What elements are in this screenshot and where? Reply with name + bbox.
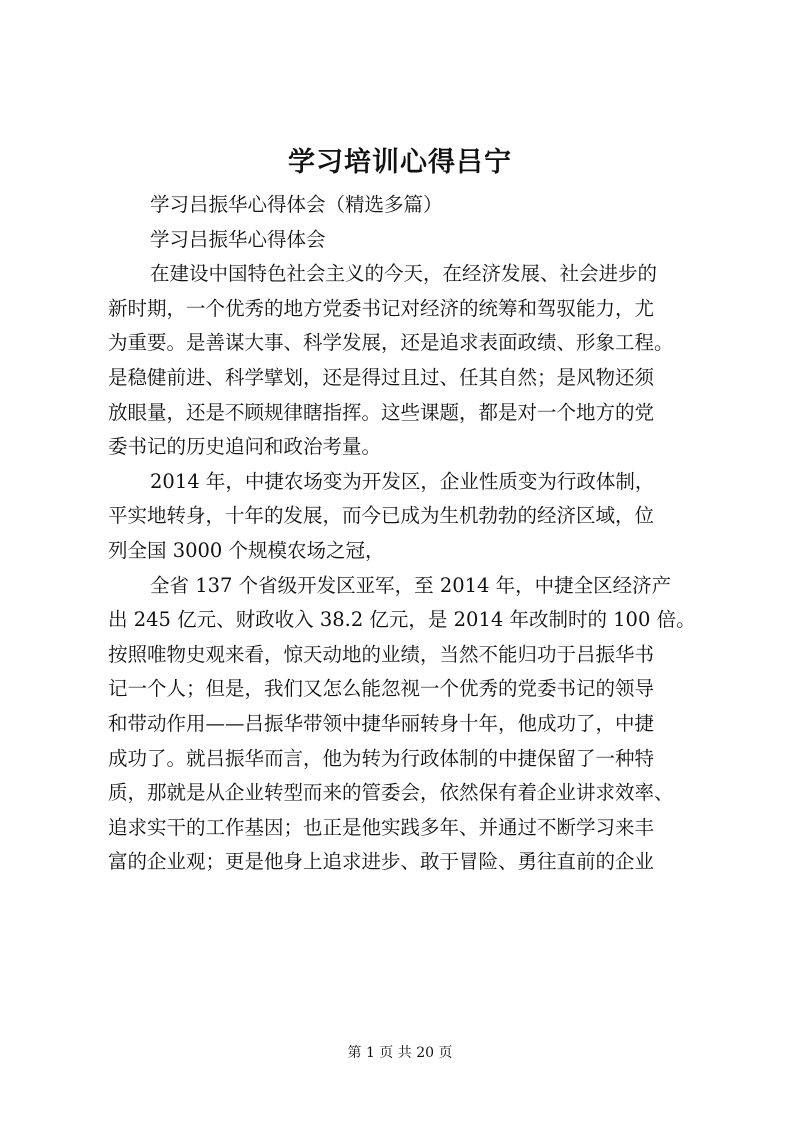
paragraph-line: 记一个人；但是，我们又怎么能忽视一个优秀的党委书记的领导 xyxy=(108,677,655,701)
paragraph-line: 和带动作用——吕振华带领中捷华丽转身十年，他成功了，中捷 xyxy=(108,711,655,735)
paragraph-line: 2014 年，中捷农场变为开发区，企业性质变为行政体制， xyxy=(150,469,655,493)
paragraph-line: 质，那就是从企业转型而来的管委会，依然保有着企业讲求效率、 xyxy=(108,781,674,805)
paragraph-line: 新时期，一个优秀的地方党委书记对经济的统筹和驾驭能力，尤 xyxy=(108,296,655,320)
section-heading: 学习吕振华心得体会 xyxy=(150,227,326,251)
paragraph-line: 委书记的历史追问和政治考量。 xyxy=(108,435,382,459)
document-body xyxy=(108,188,700,880)
paragraph-line: 出 245 亿元、财政收入 38.2 亿元，是 2014 年改制时的 100 倍。 xyxy=(108,608,696,632)
paragraph-line: 按照唯物史观来看，惊天动地的业绩，当然不能归功于吕振华书 xyxy=(108,642,655,666)
paragraph-line: 是稳健前进、科学擘划，还是得过且过、任其自然；是风物还须 xyxy=(108,365,655,389)
paragraph-line: 成功了。就吕振华而言，他为转为行政体制的中捷保留了一种特 xyxy=(108,746,655,770)
paragraph-line: 平实地转身，十年的发展，而今已成为生机勃勃的经济区域，位 xyxy=(108,504,655,528)
paragraph-line: 放眼量，还是不顾规律瞎指挥。这些课题，都是对一个地方的党 xyxy=(108,400,655,424)
paragraph-line: 在建设中国特色社会主义的今天，在经济发展、社会进步的 xyxy=(150,262,658,286)
page-number-footer: 第 1 页 共 20 页 xyxy=(347,1045,453,1061)
paragraph-line: 富的企业观；更是他身上追求进步、敢于冒险、勇往直前的企业 xyxy=(108,850,655,874)
subtitle-line: 学习吕振华心得体会（精选多篇） xyxy=(150,193,443,216)
paragraph-line: 列全国 3000 个规模农场之冠， xyxy=(108,538,385,562)
document-title: 学习培训心得吕宁 xyxy=(288,147,512,178)
paragraph-line: 为重要。是善谋大事、科学发展，还是追求表面政绩、形象工程。 xyxy=(108,331,674,355)
paragraph-line: 追求实干的工作基因；也正是他实践多年、并通过不断学习来丰 xyxy=(108,815,655,839)
paragraph-line: 全省 137 个省级开发区亚军，至 2014 年，中捷全区经济产 xyxy=(150,573,672,597)
